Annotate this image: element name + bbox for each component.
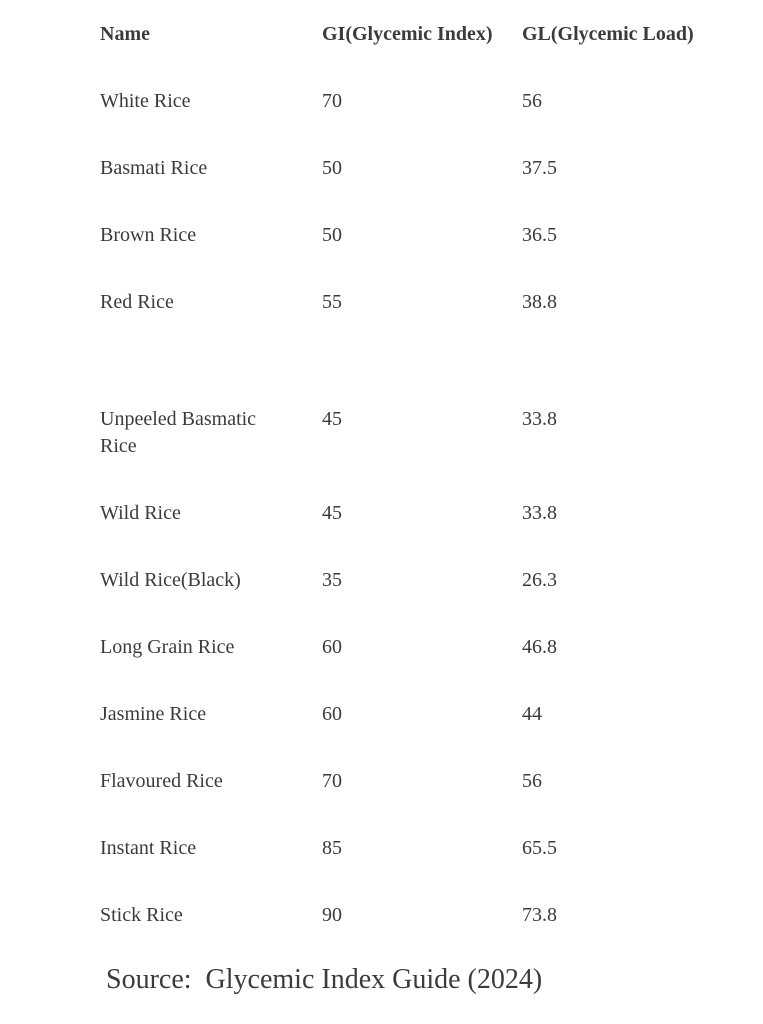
table-row [100,634,763,661]
gl-value-cell: 33.8 [522,408,557,430]
gi-value-cell: 85 [322,837,342,859]
gi-value-cell: 70 [322,90,342,112]
table-row [100,567,763,594]
table-header-row [100,21,763,48]
rice-name-cell: Wild Rice [100,502,181,524]
table-row [100,406,763,460]
table-row [100,835,763,862]
table-row [100,902,763,929]
gi-value-cell: 70 [322,770,342,792]
gl-value-cell: 56 [522,90,542,112]
gi-value-cell: 45 [322,408,342,430]
table-body [100,88,763,929]
rice-name-cell: Red Rice [100,291,174,313]
gl-value-cell: 26.3 [522,569,557,591]
rice-name-cell: Basmati Rice [100,157,208,179]
rice-name-cell: Instant Rice [100,837,197,859]
table-row [100,701,763,728]
gi-value-cell: 55 [322,291,342,313]
rice-name-cell: Brown Rice [100,224,197,246]
table-row [100,289,763,316]
gl-value-cell: 36.5 [522,224,557,246]
gi-value-cell: 45 [322,502,342,524]
gl-value-cell: 33.8 [522,502,557,524]
col-header-gl: GL(Glycemic Load) [522,23,694,45]
gl-value-cell: 73.8 [522,904,557,926]
col-header-name: Name [100,23,150,45]
rice-name-cell: Wild Rice(Black) [100,569,241,591]
gi-value-cell: 60 [322,703,342,725]
gl-value-cell: 46.8 [522,636,557,658]
rice-name-cell: Jasmine Rice [100,703,207,725]
gi-value-cell: 90 [322,904,342,926]
gl-value-cell: 65.5 [522,837,557,859]
rice-name-cell: White Rice [100,90,191,112]
gi-value-cell: 35 [322,569,342,591]
gi-value-cell: 50 [322,157,342,179]
gl-value-cell: 37.5 [522,157,557,179]
table-row [100,88,763,115]
gl-value-cell: 56 [522,770,542,792]
gl-value-cell: 44 [522,703,542,725]
table-row [100,222,763,249]
table-row [100,155,763,182]
rice-name-cell: Stick Rice [100,904,183,926]
table-row [100,500,763,527]
source-caption: Source: Glycemic Index Guide (2024) [106,964,543,995]
rice-name-cell: Flavoured Rice [100,770,223,792]
gi-value-cell: 50 [322,224,342,246]
col-header-gi: GI(Glycemic Index) [322,23,493,45]
rice-name-cell: Unpeeled Basmatic Rice [100,408,257,457]
rice-name-cell: Long Grain Rice [100,636,235,658]
gi-value-cell: 60 [322,636,342,658]
gl-value-cell: 38.8 [522,291,557,313]
table-section-gap [100,356,763,406]
table-row [100,768,763,795]
